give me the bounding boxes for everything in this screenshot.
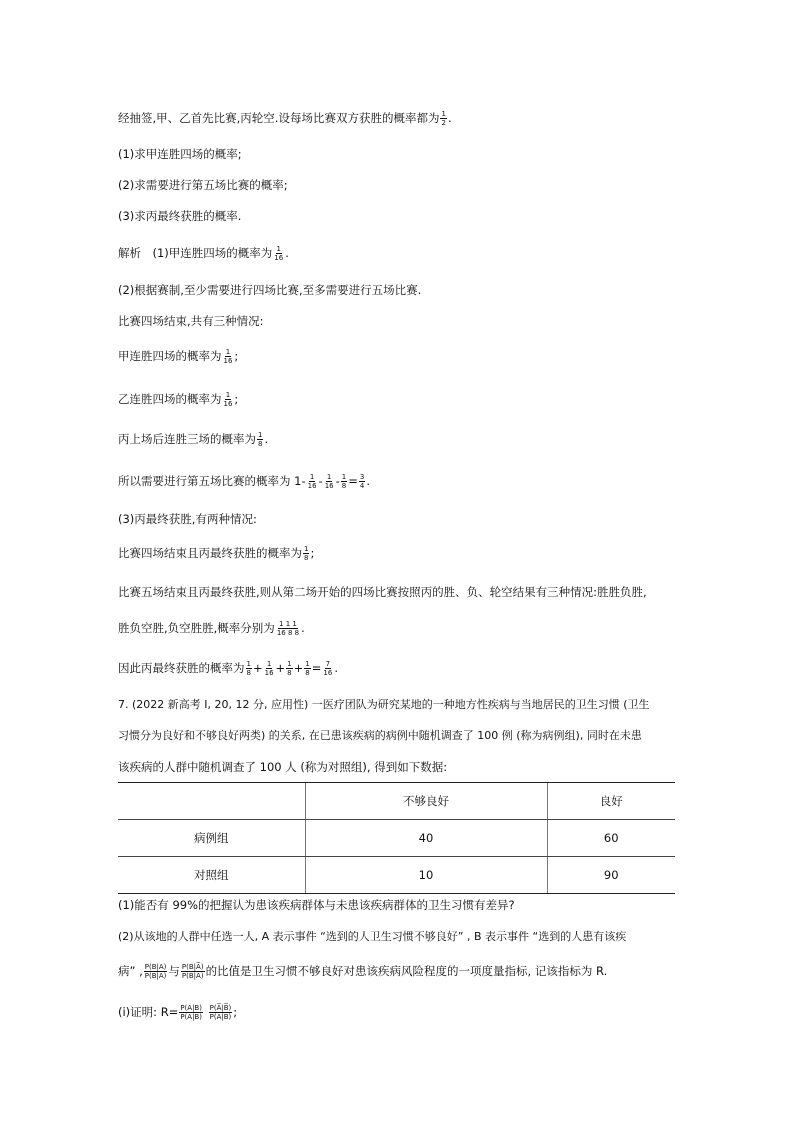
table-header-row [118,783,675,820]
table-cell: 90 [547,857,675,894]
table-row [118,820,675,857]
table-cell: 10 [305,857,547,894]
fraction: $\frac{P(B|A̅)}{P(B̅|A̅)}$ [181,963,204,980]
fraction: $\frac{P(A̅|B̅)}{P(A|B̅)}$ [209,1004,232,1021]
question-3: (3)求丙最终获胜的概率. [118,209,242,223]
answer-10: 比赛五场结束且丙最终获胜,则从第二场开始的四场比赛按照丙的胜、负、轮空结果有三种情况:胜胜负胜, [118,585,647,599]
fraction: $\frac{P(A|B)}{P(A̅|B)}$ [180,1004,202,1021]
table-header-cell: 不够良好 [305,783,547,820]
fraction: $\frac{3}{4}$ [359,473,365,490]
problem-7-line-2: 习惯分为良好和不够良好两类) 的关系, 在已患该疾病的病例中随机调查了 100 例 (称为病例组), 同时在未患 [118,729,642,742]
fraction: $\frac{1}{16}$ [264,660,274,677]
fraction: $\frac{1}{8}$ [258,431,263,448]
fraction: $\frac{1}{8}$ [341,473,347,490]
answer-9: 比赛四场结束且丙最终获胜的概率为 $\frac{1}{8}$ ; [118,545,315,562]
answer-4: 甲连胜四场的概率为 $\frac{1}{16}$ ; [118,348,239,365]
problem-7-line-3: 该疾病的人群中随机调查了 100 人 (称为对照组), 得到如下数据: [118,760,448,774]
fraction: $\frac{1}{16}$ [307,473,317,490]
table-cell: 对照组 [118,857,305,894]
fraction: $\frac{1}{8}$ [246,660,251,677]
answer-11: 胜负空胜,负空胜胜,概率分别为 $\frac{1 1 1}{16 8 8}$ . [118,620,305,637]
answer-7: 所以需要进行第五场比赛的概率为 1- $\frac{1}{16}$ - $\frac{1}{16}$ - $\frac{1}{8}$ = $\frac{3}{4}$ . [118,473,371,490]
subquestion-2: (2)从该地的人群中任选一人, A 表示事件 “选到的人卫生习惯不够良好” , B 表示事件 “选到的人患有该疾 [118,930,627,943]
question-1: (1)求甲连胜四场的概率; [118,147,242,161]
question-2: (2)求需要进行第五场比赛的概率; [118,178,288,192]
problem-7-line-1: 7. (2022 新高考 Ⅰ, 20, 12 分, 应用性) 一医疗团队为研究某地的一种地方性疾病与当地居民的卫生习惯 (卫生 [118,698,650,711]
fraction: $\frac{1}{8}$ [287,660,292,677]
fraction: $\frac{1}{8}$ [304,545,309,562]
answer-6: 丙上场后连胜三场的概率为 $\frac{1}{8}$ . [118,431,269,448]
fraction: $\frac{1}{16}$ [274,245,284,262]
subquestion-2-cont: 病” , $\frac{P(B|A)}{P(B|A̅)}$ 与 $\frac{P(B|A̅)}{P(B̅|A̅)}$ 的比值是卫生习惯不够良好对患该疾病风险程度的一项度量指标, 记该指标为 R. [118,963,608,980]
table-cell: 40 [305,820,547,857]
table-header-cell: 良好 [547,783,675,820]
subquestion-proof: (i)证明: R= $\frac{P(A|B)}{P(A̅|B)}$ $\frac{P(A̅|B̅)}{P(A|B̅)}$ ; [118,1004,238,1021]
fraction: $\frac{1}{2}$ [441,110,446,127]
answer-3: 比赛四场结束,共有三种情况: [118,314,264,328]
data-table [118,782,675,894]
fraction: $\frac{7}{16}$ [323,660,333,677]
fraction: $\frac{1 1 1}{16 8 8}$ [276,620,300,637]
table-header-cell [118,783,305,820]
answer-2: (2)根据赛制,至少需要进行四场比赛,至多需要进行五场比赛. [118,283,422,297]
problem-intro: 经抽签,甲、乙首先比赛,丙轮空.设每场比赛双方获胜的概率都为 $\frac{1}{2}$ . [118,110,452,127]
fraction: $\frac{1}{16}$ [324,473,334,490]
fraction: $\frac{P(B|A)}{P(B|A̅)}$ [144,963,167,980]
table-row [118,857,675,894]
table-cell: 60 [547,820,675,857]
fraction: $\frac{1}{16}$ [223,391,233,408]
answer-8: (3)丙最终获胜,有两种情况: [118,512,257,526]
answer-1: 解析 (1)甲连胜四场的概率为 $\frac{1}{16}$ . [118,245,289,262]
fraction: $\frac{1}{16}$ [223,348,233,365]
fraction: $\frac{1}{8}$ [305,660,310,677]
answer-12: 因此丙最终获胜的概率为 $\frac{1}{8}$ + $\frac{1}{16}$ + $\frac{1}{8}$ + $\frac{1}{8}$ = $\frac{7}{16}$ . [118,660,338,677]
answer-5: 乙连胜四场的概率为 $\frac{1}{16}$ ; [118,391,239,408]
subquestion-1: (1)能否有 99%的把握认为患该疾病群体与未患该疾病群体的卫生习惯有差异? [118,898,515,912]
table-cell: 病例组 [118,820,305,857]
